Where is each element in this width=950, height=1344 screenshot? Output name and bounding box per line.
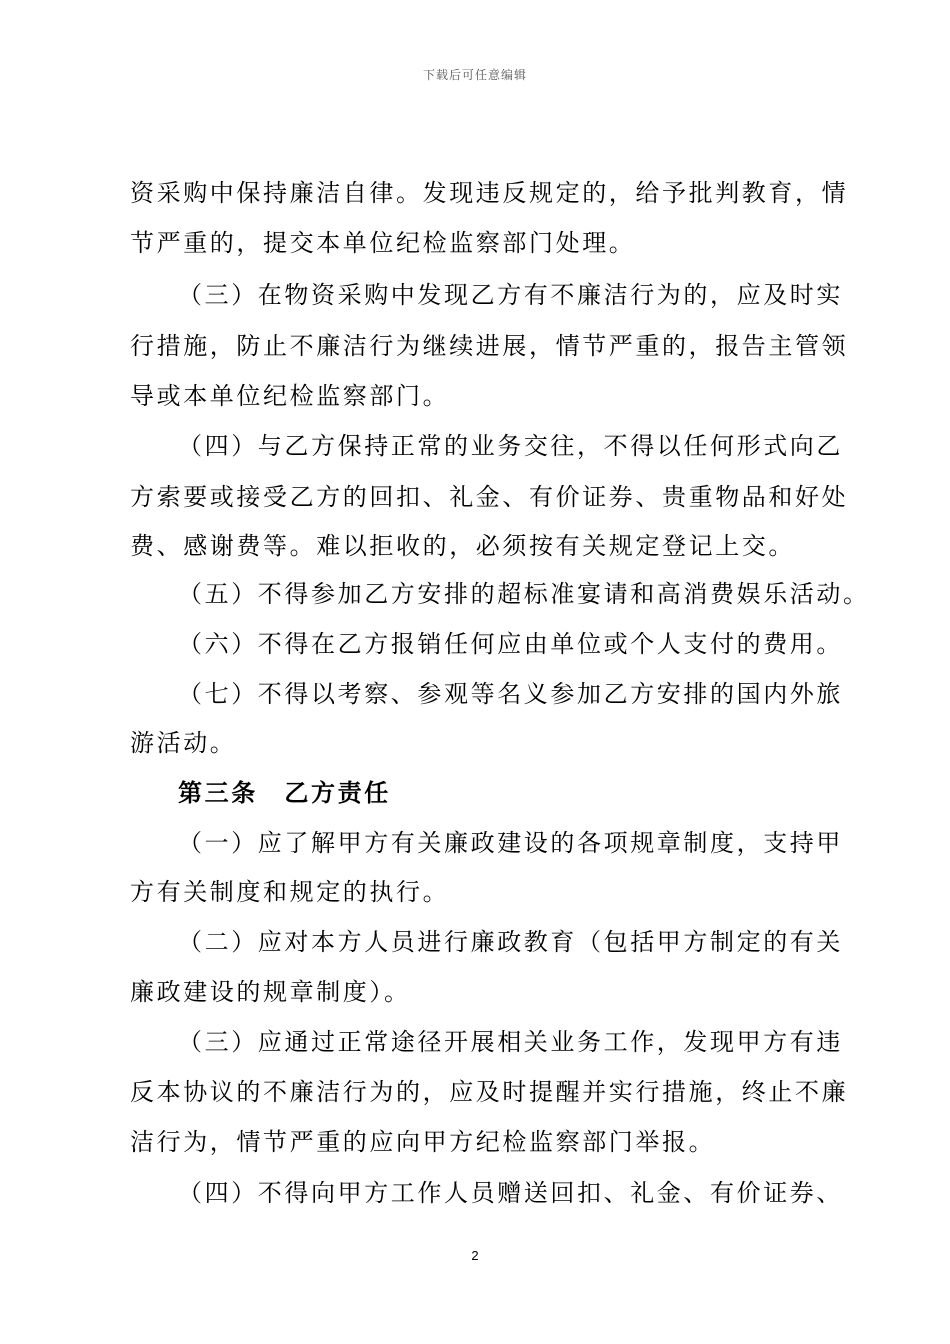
page-number: 2: [471, 1248, 479, 1263]
b-clause-3: （三）应通过正常途径开展相关业务工作，发现甲方有违: [178, 1028, 843, 1056]
body-line: 节严重的，提交本单位纪检监察部门处理。: [130, 229, 636, 257]
b-clause-1: （一）应了解甲方有关廉政建设的各项规章制度，支持甲: [178, 829, 843, 857]
body-line: 游活动。: [130, 729, 237, 757]
body-line: 导或本单位纪检监察部门。: [130, 382, 450, 410]
b-clause-4: （四）不得向甲方工作人员赠送回扣、礼金、有价证券、: [178, 1179, 843, 1207]
body-line: 资采购中保持廉洁自律。发现违反规定的，给予批判教育，情: [130, 179, 849, 207]
article-3-heading: 第三条 乙方责任: [178, 779, 391, 807]
body-line: 廉政建设的规章制度）。: [130, 978, 411, 1006]
body-line: 方有关制度和规定的执行。: [130, 878, 450, 906]
body-line: 方索要或接受乙方的回扣、礼金、有价证券、贵重物品和好处: [130, 483, 849, 511]
body-line: 洁行为，情节严重的应向甲方纪检监察部门举报。: [130, 1128, 716, 1156]
body-line: 行措施，防止不廉洁行为继续进展，情节严重的，报告主管领: [130, 332, 849, 360]
clause-6: （六）不得在乙方报销任何应由单位或个人支付的费用。: [178, 630, 843, 658]
clause-3: （三）在物资采购中发现乙方有不廉洁行为的，应及时实: [178, 281, 843, 309]
b-clause-2: （二）应对本方人员进行廉政教育（包括甲方制定的有关: [178, 928, 843, 956]
body-line: 费、感谢费等。难以拒收的，必须按有关规定登记上交。: [130, 532, 795, 560]
page-header: 下载后可任意编辑: [422, 68, 527, 82]
clause-4: （四）与乙方保持正常的业务交往，不得以任何形式向乙: [178, 432, 843, 460]
clause-7: （七）不得以考察、参观等名义参加乙方安排的国内外旅: [178, 680, 843, 708]
clause-5: （五）不得参加乙方安排的超标准宴请和高消费娱乐活动。: [178, 580, 870, 608]
body-line: 反本协议的不廉洁行为的，应及时提醒并实行措施，终止不廉: [130, 1078, 849, 1106]
